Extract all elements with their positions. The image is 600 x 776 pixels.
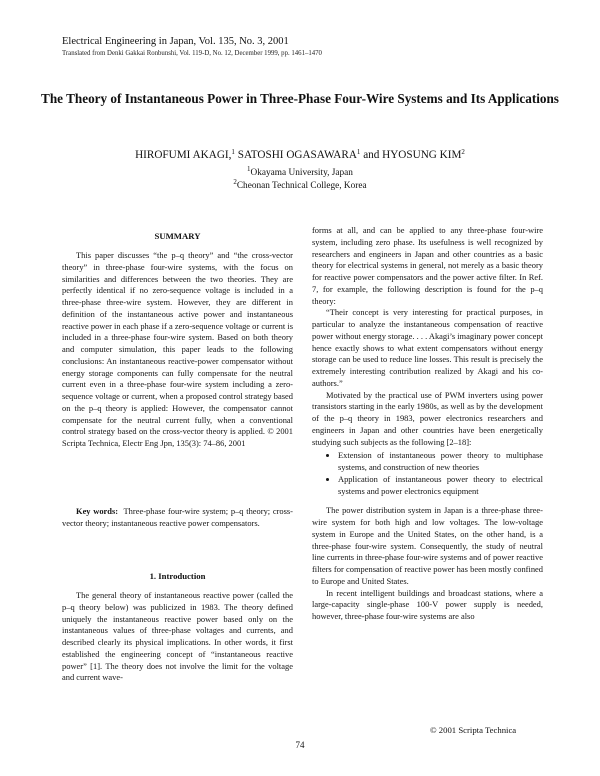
bullet-item: • Application of instantaneous power theory to electrical systems and power electronics equipment bbox=[338, 474, 543, 498]
right-para-1: forms at all, and can be applied to any three-phase four-wire system, including zero phase. Its usefulness is well recognized by researchers and engineers in Japan and other countries as a basic theory for electrical systems in general, not merely as a basic theory for reactive power compensators and the power active filter. In Ref. 7, for example, the following description is found for the p–q theory: bbox=[312, 225, 543, 306]
author-ogasawara: SATOSHI OGASAWARA bbox=[237, 149, 357, 161]
affiliation-2-mark: 2 bbox=[233, 178, 237, 186]
right-para-2: Motivated by the practical use of PWM inverters using power transistors starting in the early 1980s, as well as by the development of the p–q theory in 1983, power electronics researchers and engineers in Japan and other countries have been energetically studying such subjects as the following [2–18]: bbox=[312, 389, 543, 447]
bullet-item: • Extension of instantaneous power theory to multiphase systems, and construction of new theories bbox=[338, 450, 543, 474]
copyright-notice: © 2001 Scripta Technica bbox=[430, 725, 517, 735]
page-number: 74 bbox=[295, 740, 305, 750]
keywords-text: Three-phase four-wire system; p–q theory; cross-vector theory; instantaneous reactive power compensators. bbox=[62, 506, 293, 528]
affiliation-2 bbox=[0, 178, 600, 191]
bullet-list bbox=[312, 450, 543, 497]
affiliation-2-text: Cheonan Technical College, Korea bbox=[236, 181, 367, 191]
summary-text: This paper discusses “the p–q theory” and “the cross-vector theory” in three-phase four-wire systems, with the focus on similarities and differences between the two theories. They are perfectly identical if no zero-sequence voltage is included in a three-phase three-wire system. However, they are different in definition of the instantaneous active power and instantaneous reactive power in each phase if a zero-sequence voltage or current is included in a three-phase four-wire system. Based on both theory and computer simulation, this paper leads to the following conclusions: An instantaneous reactive-power compensator without energy storage components can fully compensate for the neutral current even in a three-phase four-wire system including a zero-sequence voltage or current, when a proposed control strategy based on the p–q theory is applied: However, the compensator cannot compensate for the neutral current fully, when a conventional control strategy based on the cross-vector theory is applied. © 2001 Scripta Technica, Electr Eng Jpn, 135(3): 74–86, 2001 bbox=[62, 250, 293, 448]
right-quote: “Their concept is very interesting for practical purposes, in particular to analyze the instantaneous compensation of reactive power without energy storage. . . . Akagi’s imaginary power concept hence exactly shows to what extent compensators without energy storage can be used to reduce line losses. This result is precisely the extremely interesting contribution realized by Akagi and his co-authors.” bbox=[312, 307, 543, 388]
summary-heading: SUMMARY bbox=[154, 231, 201, 241]
author-list bbox=[0, 148, 600, 161]
intro-section bbox=[62, 590, 293, 684]
author-kim-affil: 2 bbox=[461, 148, 465, 156]
author-akagi-affil: 1 bbox=[231, 148, 235, 156]
right-column bbox=[312, 225, 543, 623]
right-para-3: The power distribution system in Japan is a three-phase three-wire system for both high and low voltages. The low-voltage system in Europe and the United States, on the other hand, is a three-phase four-wire system. Consequently, the study of neutral line currents in three-phase four-wire systems and of power reactive filters for compensation of reactive power has been mostly confined to Europe and United States. bbox=[312, 505, 543, 586]
author-kim: and HYOSUNG KIM bbox=[363, 149, 462, 161]
intro-heading: 1. Introduction bbox=[149, 571, 206, 581]
affiliation-1 bbox=[0, 165, 600, 178]
author-akagi: HIROFUMI AKAGI, bbox=[135, 149, 232, 161]
affiliation-1-mark: 1 bbox=[247, 165, 251, 173]
intro-text: The general theory of instantaneous reactive power (called the p–q theory below) was publicized in 1983. The theory defined uniquely the instantaneous reactive power based only on the instantaneous values of three-phase voltages and currents, and described clearly its physical implications. In other words, it first established the engineering concept of “instantaneous reactive power” [1]. The theory does not involve the limit for the voltage and current wave- bbox=[62, 590, 293, 683]
affiliation-1-text: Okayama University, Japan bbox=[250, 168, 353, 178]
translation-note: Translated from Denki Gakkai Ronbunshi, Vol. 119-D, No. 12, December 1999, pp. 1461–1470 bbox=[62, 50, 322, 57]
summary-section bbox=[62, 250, 293, 450]
author-ogasawara-affil: 1 bbox=[356, 148, 361, 156]
journal-citation: Electrical Engineering in Japan, Vol. 135, No. 3, 2001 bbox=[62, 36, 289, 47]
paper-title: The Theory of Instantaneous Power in Three-Phase Four-Wire Systems and Its Applications bbox=[41, 91, 559, 106]
right-para-4: In recent intelligent buildings and broadcast stations, where a large-capacity single-phase 100-V power supply is needed, however, three-phase four-wire systems are also bbox=[312, 587, 543, 621]
keywords-label: Key words: bbox=[76, 506, 119, 516]
keywords-section bbox=[62, 506, 293, 530]
